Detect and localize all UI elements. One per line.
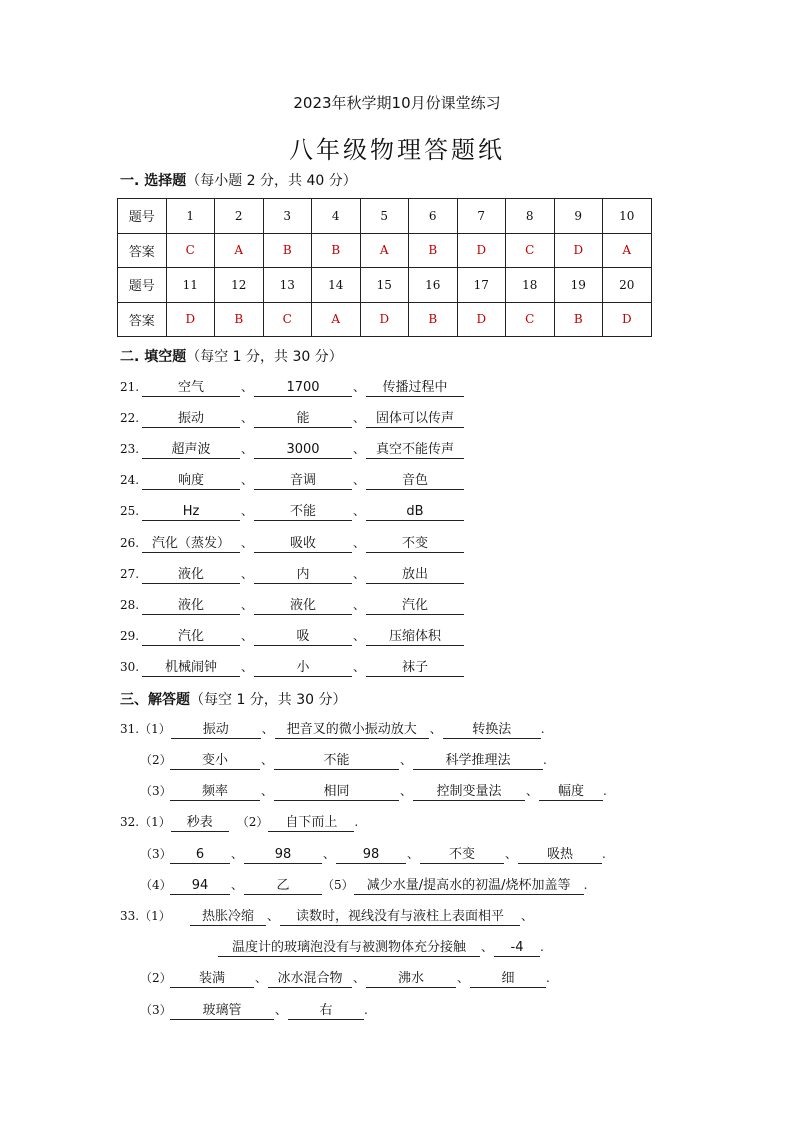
answer-cell: D	[166, 302, 215, 337]
question-number-cell: 17	[457, 268, 506, 303]
row-label-question: 题号	[118, 268, 167, 303]
comma: 、	[322, 847, 335, 861]
comma: 、	[352, 629, 365, 643]
question-number: 26.	[120, 536, 140, 550]
answer-blank: 吸收	[254, 535, 352, 553]
q31-label: 31.（1）	[120, 722, 171, 736]
answer-blank: 变小	[170, 752, 260, 770]
answer-cell: D	[457, 302, 506, 337]
question-number-cell: 13	[263, 268, 312, 303]
comma: 、	[352, 660, 365, 674]
answer-blank: 94	[170, 877, 230, 895]
answer-blank: 1700	[254, 379, 352, 397]
answer-blank: 放出	[366, 566, 464, 584]
question-number-cell: 18	[506, 268, 555, 303]
question-number-row-2	[118, 268, 652, 303]
fill-question-28	[120, 595, 464, 615]
answer-blank: 能	[254, 410, 352, 428]
question-number: 30.	[120, 660, 140, 674]
comma: 、	[240, 536, 253, 550]
question-number-cell: 15	[360, 268, 409, 303]
answer-blank: 振动	[171, 721, 261, 739]
answer-blank: dB	[366, 503, 464, 521]
answer-blank: 响度	[142, 472, 240, 490]
period: .	[543, 753, 547, 767]
comma: 、	[266, 909, 279, 923]
answer-blank: 不能	[274, 752, 399, 770]
answer-blank: 液化	[142, 566, 240, 584]
q32-label-5: （5）	[322, 878, 354, 892]
q31-label-3: （3）	[140, 784, 172, 798]
answer-blank: 冰水混合物	[268, 970, 352, 988]
question-number-cell: 12	[215, 268, 264, 303]
fill-question-30	[120, 657, 464, 677]
question-number: 24.	[120, 473, 140, 487]
answer-cell: A	[360, 233, 409, 268]
q31-label-2: （2）	[140, 753, 172, 767]
q32-label: 32.（1）	[120, 815, 171, 829]
comma: 、	[230, 878, 243, 892]
answer-blank: 内	[254, 566, 352, 584]
section-2-heading	[120, 346, 343, 366]
question-number-cell: 8	[506, 199, 555, 234]
comma: 、	[406, 847, 419, 861]
fill-question-27	[120, 564, 464, 584]
comma: 、	[352, 442, 365, 456]
q32-label-3: （3）	[140, 847, 172, 861]
period: .	[364, 1003, 368, 1017]
answer-blank: Hz	[142, 503, 240, 521]
q32-part3	[140, 844, 606, 864]
period: .	[546, 971, 550, 985]
comma: 、	[261, 722, 274, 736]
answer-blank: 热胀冷缩	[190, 908, 266, 926]
answer-blank: 空气	[142, 379, 240, 397]
answer-blank: 不能	[254, 503, 352, 521]
question-number: 25.	[120, 504, 140, 518]
fill-question-29	[120, 626, 464, 646]
question-number-cell: 4	[312, 199, 361, 234]
answer-blank: 装满	[170, 970, 254, 988]
section-2-title: 二. 填空题	[120, 349, 187, 365]
question-number-cell: 5	[360, 199, 409, 234]
answer-blank: 把音叉的微小振动放大	[275, 721, 429, 739]
q33-label: 33.（1）	[120, 909, 171, 923]
answer-cell: C	[506, 302, 555, 337]
answer-blank: 压缩体积	[366, 628, 464, 646]
comma: 、	[456, 971, 469, 985]
answer-row-1	[118, 233, 652, 268]
question-number: 23.	[120, 442, 140, 456]
comma: 、	[352, 504, 365, 518]
answer-cell: B	[554, 302, 603, 337]
section-2-note: （每空 1 分，共 30 分）	[186, 349, 343, 365]
question-number-cell: 20	[603, 268, 652, 303]
answer-cell: B	[215, 302, 264, 337]
fill-question-26	[120, 533, 464, 553]
comma: 、	[352, 411, 365, 425]
answer-cell: A	[312, 302, 361, 337]
comma: 、	[240, 660, 253, 674]
period: .	[603, 784, 607, 798]
question-number-cell: 9	[554, 199, 603, 234]
comma: 、	[240, 504, 253, 518]
answer-blank: 减少水量/提高水的初温/烧杯加盖等	[354, 877, 584, 895]
question-number-cell: 14	[312, 268, 361, 303]
section-3-heading	[120, 689, 347, 709]
answer-blank: 自下而上	[268, 814, 354, 832]
question-number: 22.	[120, 411, 140, 425]
section-3-title: 三、解答题	[120, 692, 190, 708]
q33-label-3: （3）	[140, 1003, 172, 1017]
answer-blank: 温度计的玻璃泡没有与被测物体充分接触	[218, 939, 480, 957]
question-number-cell: 11	[166, 268, 215, 303]
section-1-heading	[120, 170, 357, 190]
answer-blank: 小	[254, 659, 352, 677]
answer-cell: B	[312, 233, 361, 268]
comma: 、	[240, 473, 253, 487]
answer-blank: 传播过程中	[366, 379, 464, 397]
answer-cell: D	[603, 302, 652, 337]
answer-cell: D	[554, 233, 603, 268]
question-number-cell: 1	[166, 199, 215, 234]
question-number-row-1	[118, 199, 652, 234]
question-number-cell: 10	[603, 199, 652, 234]
question-number-cell: 6	[409, 199, 458, 234]
answer-blank: 控制变量法	[413, 783, 525, 801]
answer-blank: 相同	[274, 783, 399, 801]
answer-blank: 乙	[244, 877, 322, 895]
comma: 、	[240, 598, 253, 612]
answer-blank: 吸	[254, 628, 352, 646]
fill-question-24	[120, 470, 464, 490]
q31-part3	[140, 781, 607, 801]
q32-part1	[120, 812, 358, 832]
answer-cell: C	[263, 302, 312, 337]
answer-blank: 3000	[254, 441, 352, 459]
answer-blank: 玻璃管	[170, 1002, 274, 1020]
q31-part2	[140, 750, 547, 770]
question-number: 27.	[120, 567, 140, 581]
answer-cell: D	[360, 302, 409, 337]
answer-cell: A	[603, 233, 652, 268]
answer-blank: 汽化	[366, 597, 464, 615]
answer-cell: B	[409, 302, 458, 337]
question-number: 21.	[120, 380, 140, 394]
comma: 、	[240, 380, 253, 394]
section-1-title: 一. 选择题	[120, 173, 187, 189]
answer-blank: 袜子	[366, 659, 464, 677]
comma: 、	[352, 567, 365, 581]
question-number-cell: 16	[409, 268, 458, 303]
answer-blank: 转换法	[443, 721, 541, 739]
answer-blank: 不变	[420, 846, 504, 864]
q33-part3	[140, 1000, 368, 1020]
question-number-cell: 3	[263, 199, 312, 234]
fill-question-22	[120, 408, 464, 428]
answer-cell: C	[506, 233, 555, 268]
comma: 、	[352, 598, 365, 612]
comma: 、	[240, 411, 253, 425]
period: .	[540, 722, 545, 736]
answer-blank: 98	[336, 846, 406, 864]
answer-blank: 幅度	[539, 783, 603, 801]
comma: 、	[504, 847, 517, 861]
fill-question-23	[120, 439, 464, 459]
comma: 、	[274, 1003, 287, 1017]
answer-blank: 读数时，视线没有与液柱上表面相平	[280, 908, 520, 926]
answer-blank: 科学推理法	[413, 752, 543, 770]
q33-label-2: （2）	[140, 971, 172, 985]
answer-blank: 不变	[366, 535, 464, 553]
answer-blank: 右	[288, 1002, 364, 1020]
row-label-question: 题号	[118, 199, 167, 234]
answer-blank: 吸热	[518, 846, 602, 864]
answer-row-2	[118, 302, 652, 337]
comma: 、	[254, 971, 267, 985]
answer-blank: 振动	[142, 410, 240, 428]
fill-question-25	[120, 501, 464, 521]
answer-blank: 音调	[254, 472, 352, 490]
q33-part2	[140, 968, 550, 988]
answer-blank: 98	[244, 846, 322, 864]
comma: 、	[260, 753, 273, 767]
answer-blank: 细	[470, 970, 546, 988]
answer-blank: 沸水	[366, 970, 456, 988]
answer-blank: 6	[170, 846, 230, 864]
question-number: 28.	[120, 598, 140, 612]
comma: 、	[240, 442, 253, 456]
q32-label-2: （2）	[236, 815, 269, 829]
comma: 、	[399, 753, 412, 767]
answer-blank: 机械闹钟	[142, 659, 240, 677]
row-label-answer: 答案	[118, 302, 167, 337]
answer-blank: -4	[494, 939, 540, 957]
comma: 、	[525, 784, 538, 798]
q32-label-4: （4）	[140, 878, 172, 892]
answer-cell: B	[409, 233, 458, 268]
answer-blank: 固体可以传声	[366, 410, 464, 428]
answer-blank: 真空不能传声	[366, 441, 464, 459]
comma: 、	[240, 567, 253, 581]
q32-part4	[140, 875, 587, 895]
answer-blank: 音色	[366, 472, 464, 490]
period: .	[583, 878, 588, 892]
row-label-answer: 答案	[118, 233, 167, 268]
answer-cell: A	[215, 233, 264, 268]
answer-sheet-title: 八年级物理答题纸	[289, 136, 505, 164]
question-number: 29.	[120, 629, 140, 643]
q33-part1	[120, 906, 534, 926]
comma: 、	[260, 784, 273, 798]
period: .	[540, 940, 544, 954]
comma: 、	[352, 473, 365, 487]
section-3-note: （每空 1 分，共 30 分）	[190, 692, 347, 708]
answer-blank: 液化	[142, 597, 240, 615]
comma: 、	[352, 536, 365, 550]
question-number-cell: 2	[215, 199, 264, 234]
comma: 、	[399, 784, 412, 798]
answer-blank: 液化	[254, 597, 352, 615]
answer-cell: B	[263, 233, 312, 268]
comma: 、	[352, 971, 365, 985]
answer-blank: 频率	[170, 783, 260, 801]
answer-cell: D	[457, 233, 506, 268]
exam-session-title: 2023年秋学期10月份课堂练习	[293, 94, 501, 112]
answer-blank: 汽化（蒸发）	[142, 535, 240, 553]
q33-part1-cont	[218, 937, 544, 957]
answer-cell: C	[166, 233, 215, 268]
comma: 、	[240, 629, 253, 643]
q31-part1	[120, 719, 545, 739]
choice-answer-table	[117, 198, 652, 337]
question-number-cell: 19	[554, 268, 603, 303]
section-1-note: （每小题 2 分，共 40 分）	[186, 173, 357, 189]
period: .	[354, 815, 359, 829]
question-number-cell: 7	[457, 199, 506, 234]
comma: 、	[520, 909, 533, 923]
period: .	[602, 847, 606, 861]
comma: 、	[429, 722, 442, 736]
answer-blank: 秒表	[171, 814, 229, 832]
fill-question-21	[120, 377, 464, 397]
answer-blank: 汽化	[142, 628, 240, 646]
comma: 、	[480, 940, 493, 954]
comma: 、	[352, 380, 365, 394]
comma: 、	[230, 847, 243, 861]
answer-blank: 超声波	[142, 441, 240, 459]
